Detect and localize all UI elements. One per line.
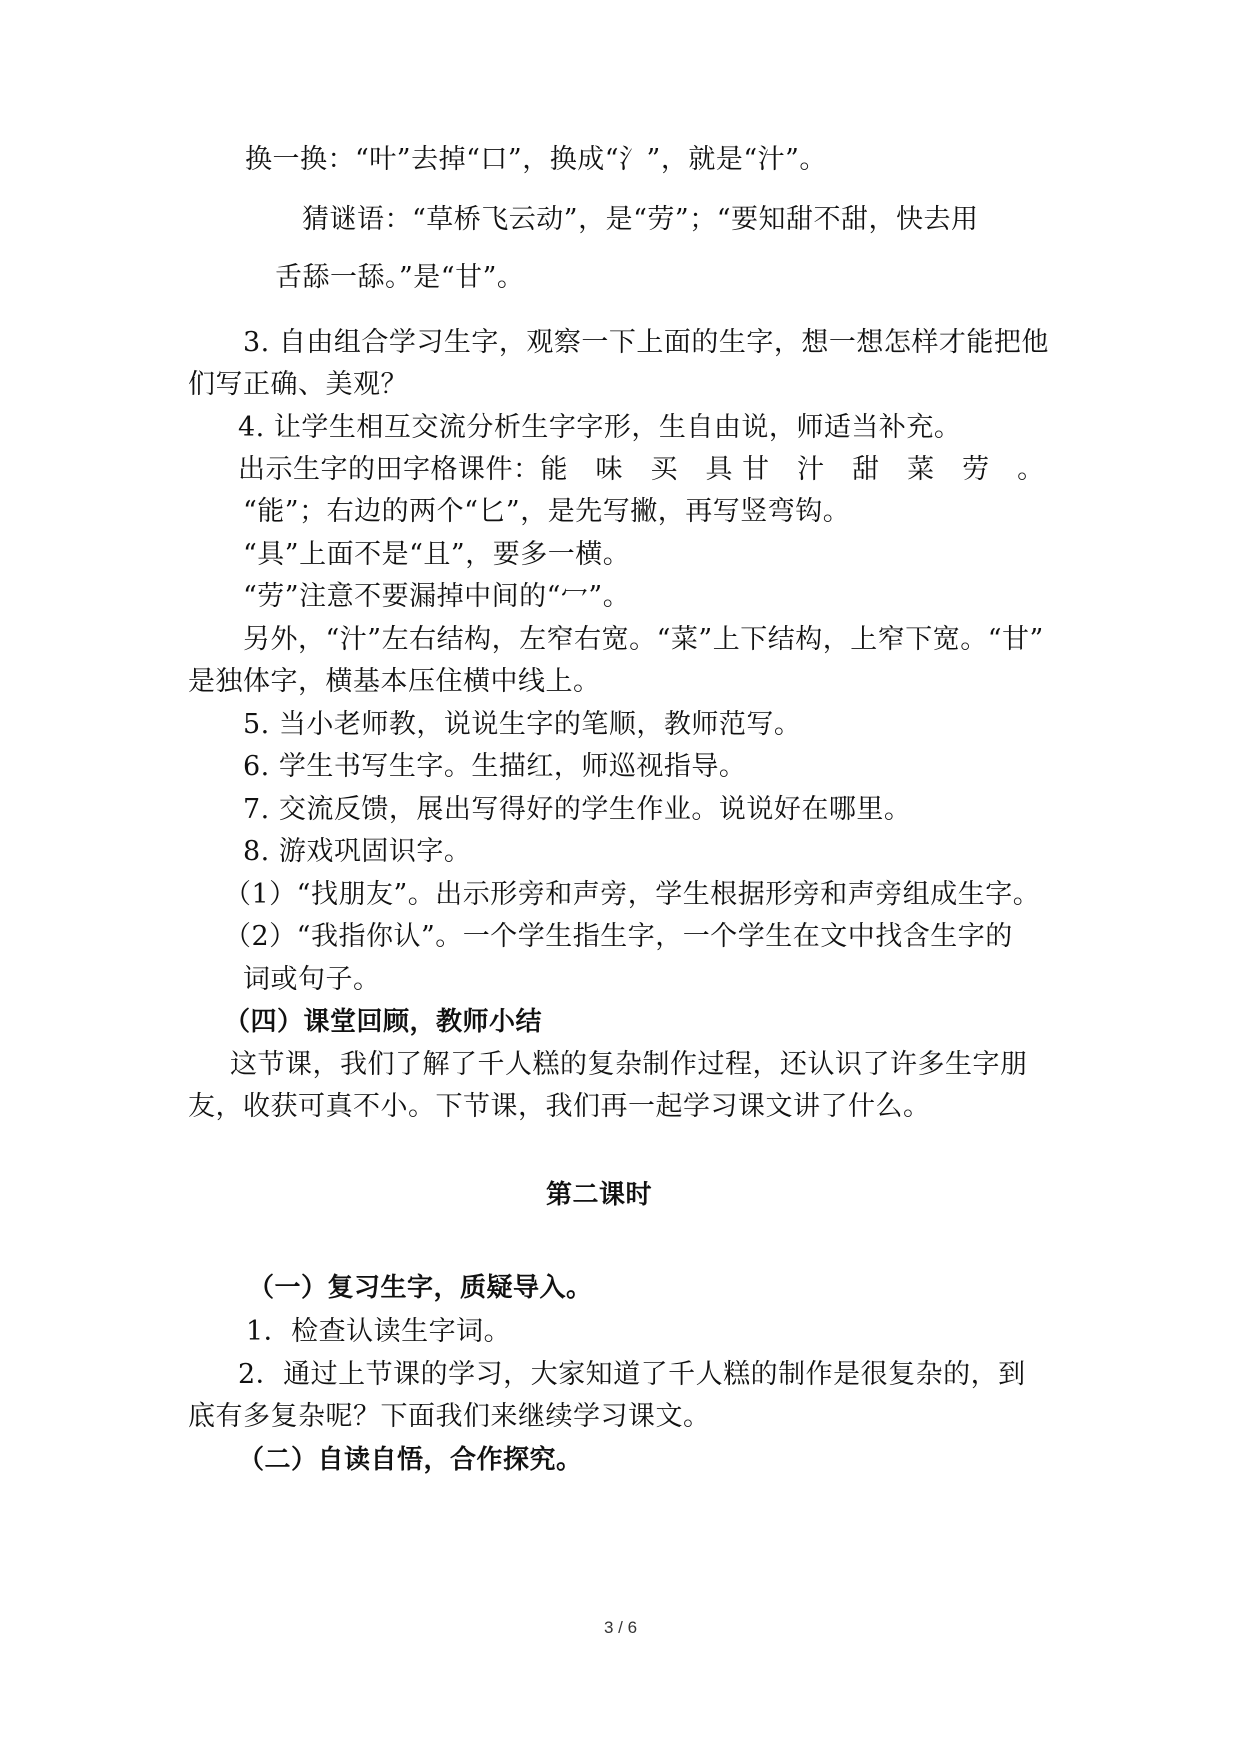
- paragraph-line: 猜谜语：“草桥飞云动”，是“劳”；“要知甜不甜，快去用: [302, 204, 979, 235]
- paragraph-line: 5. 当小老师教，说说生字的笔顺，教师范写。: [243, 709, 802, 740]
- paragraph-line: 词或句子。: [243, 964, 381, 995]
- page-number: 3 / 6: [603, 1618, 638, 1637]
- paragraph-line: 7. 交流反馈，展出写得好的学生作业。说说好在哪里。: [243, 794, 912, 825]
- paragraph-line: 底有多复杂呢？下面我们来继续学习课文。: [188, 1401, 711, 1432]
- paragraph-line: 这节课，我们了解了千人糕的复杂制作过程，还认识了许多生字朋: [230, 1049, 1028, 1080]
- paragraph-line: 8. 游戏巩固识字。: [243, 836, 472, 867]
- paragraph-line: 1．检查认读生字词。: [246, 1316, 512, 1347]
- section-heading: （二）自读自悟，合作探究。: [238, 1445, 583, 1475]
- paragraph-line: “能”；右边的两个“匕”，是先写撇，再写竖弯钩。: [243, 496, 851, 527]
- paragraph-line: “具”上面不是“且”，要多一横。: [243, 539, 631, 570]
- paragraph-line: “劳”注意不要漏掉中间的“冖”。: [243, 581, 631, 612]
- paragraph-line: 3. 自由组合学习生字，观察一下上面的生字，想一想怎样才能把他: [243, 327, 1049, 358]
- paragraph-line: 换一换：“叶”去掉“口”，换成“氵”，就是“汁”。: [245, 144, 827, 175]
- paragraph-line: 出示生字的田字格课件：能 味 买 具 甘 汁 甜 菜 劳 。: [238, 454, 1045, 485]
- paragraph-line: 舌舔一舔。”是“甘”。: [275, 262, 525, 293]
- lesson-title: 第二课时: [546, 1180, 653, 1210]
- paragraph-line: （2）“我指你认”。一个学生指生字，一个学生在文中找含生字的: [224, 921, 1013, 952]
- paragraph-line: （1）“找朋友”。出示形旁和声旁，学生根据形旁和声旁组成生字。: [224, 879, 1041, 910]
- paragraph-line: 们写正确、美观？: [188, 369, 408, 400]
- paragraph-line: 是独体字，横基本压住横中线上。: [188, 666, 601, 697]
- paragraph-line: 友，收获可真不小。下节课，我们再一起学习课文讲了什么。: [188, 1091, 931, 1122]
- paragraph-line: 6. 学生书写生字。生描红，师巡视指导。: [243, 751, 747, 782]
- paragraph-line: 2．通过上节课的学习，大家知道了千人糕的制作是很复杂的，到: [238, 1359, 1026, 1390]
- paragraph-line: 4. 让学生相互交流分析生字字形，生自由说，师适当补充。: [238, 412, 962, 443]
- section-heading: （四）课堂回顾，教师小结: [224, 1007, 543, 1037]
- section-heading: （一）复习生字，质疑导入。: [248, 1273, 593, 1303]
- paragraph-line: 另外，“汁”左右结构，左窄右宽。“菜”上下结构，上窄下宽。“甘”: [243, 624, 1044, 655]
